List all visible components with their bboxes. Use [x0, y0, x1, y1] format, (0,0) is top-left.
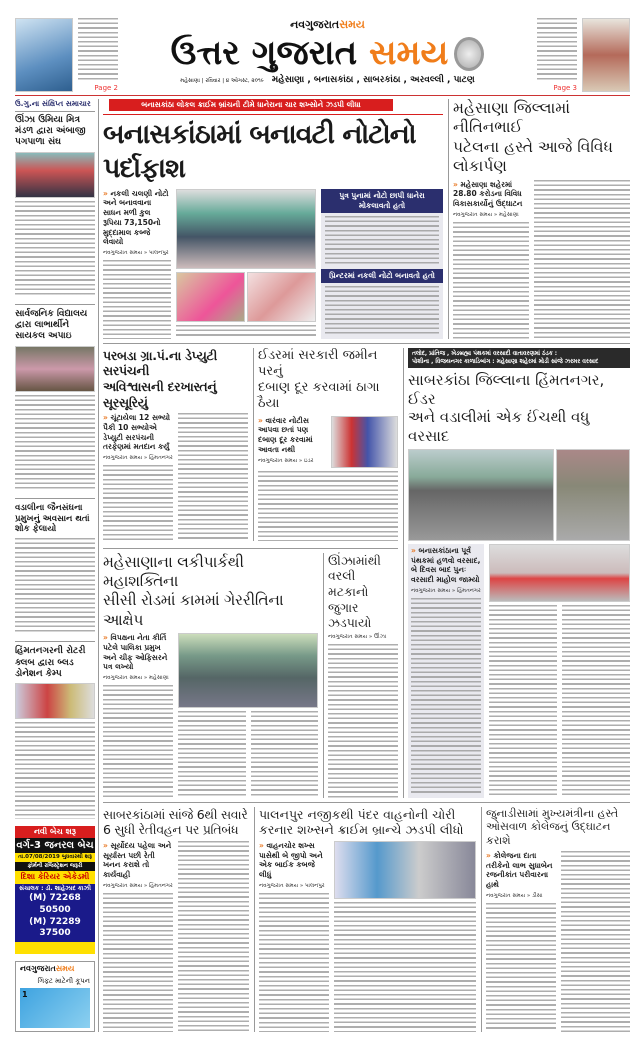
sand-body — [103, 893, 173, 1032]
left-teaser-page[interactable]: Page 2 — [94, 84, 118, 92]
lead-box-heading: પ્રિન્ટરમાં નકલી નોટો બનાવતો હતો — [321, 269, 443, 283]
palanpur-byline: નવગુજરાત સમય » પાલનપુર — [259, 882, 325, 889]
sand-byline: નવગુજરાત સમય » હિંમતનગર — [103, 882, 173, 889]
main-content — [103, 99, 630, 1032]
mehsana-story — [448, 99, 630, 339]
sidebar-body — [15, 722, 95, 818]
mehsana-headline[interactable]: મહેસાણા જિલ્લામાં નીતિનભાઈ પટેલના હસ્તે આજે વિવિધ લોકાર્પણ — [453, 99, 613, 176]
lion-logo-icon — [454, 37, 484, 71]
lakipark-story — [103, 553, 318, 798]
junadisa-headline[interactable]: જુનાડીસામાં મુખ્યમંત્રીના હસ્તે ઓસવાળ કોલેજનું ઉદ્ઘાટન કરાશે — [486, 806, 619, 848]
unjha-story — [323, 553, 398, 798]
divider — [103, 114, 443, 115]
lead-photo-arrest[interactable] — [176, 189, 316, 269]
regions-line: મહેસાણા , બનાસકાંઠા , સાબરકાંઠા , અરવલ્લી , પાટણ — [271, 75, 475, 86]
parabada-body — [103, 465, 173, 540]
palanpur-photo[interactable] — [334, 841, 476, 899]
sidebar-headline[interactable]: વડાલીના જૈનસંઘના પ્રમુખનું અવસાન થતાં શોક ફેલાયો — [15, 498, 95, 535]
idar-headline[interactable]: ઈડરમાં સરકારી જમીન પરનું દબાણ દૂર કરવામાં ઠાગા ઠૈયા — [258, 347, 380, 412]
mehsana-byline: નવગુજરાત સમય » મહેસાણા — [453, 211, 519, 218]
lakipark-photo[interactable] — [178, 633, 318, 708]
junadisa-byline: નવગુજરાત સમય » ડીસા — [486, 892, 543, 899]
brand-top: નવગુજરાતસમય — [290, 18, 365, 31]
idar-kicker: » વારંવાર નોટીસ આપવા છતાં પણ દબાણ દૂર કરવામાં આવતા નથી — [258, 416, 326, 455]
rain-story — [403, 348, 630, 798]
palanpur-body — [259, 893, 329, 1032]
palanpur-kicker: » વાહનચોર શખ્સ પાસેથી બે જીપો અને એક બાઈક કબજે લીધું — [259, 841, 329, 880]
mehsana-kicker: » મહેસાણા શહેરમાં 28.80 કરોડના વિવિધ વિકાસકાર્યોનું ઉદ્ઘાટન — [453, 180, 529, 209]
right-teaser-photo[interactable] — [582, 18, 630, 92]
junadisa-body — [486, 903, 556, 1032]
parabada-kicker: » ચૂંટાયેલા 12 સભ્યો પૈકી 10 સભ્યોએ ડેપ્યુટી સરપંચની તરફેણમાં મતદાન કર્યું — [103, 413, 173, 452]
lead-byline: નવગુજરાત સમય » પાલનપુર — [103, 250, 169, 257]
mehsana-body — [534, 180, 630, 339]
palanpur-story — [254, 807, 476, 1032]
lakipark-body — [251, 711, 319, 798]
right-teaser[interactable] — [537, 18, 577, 92]
sidebar-headline[interactable]: ઊંઝા ઉમિયા મિત્ર મંડળ દ્વારા અંબાજી પગપાળા સંઘ — [15, 114, 86, 148]
mehsana-body — [453, 222, 529, 339]
lead-banner: બનાસકાંઠા લોકલ ક્રાઈમ બ્રાંચની ટીમે ધાનેરાના ચાર શખ્સોને ઝડપી લીધા — [109, 99, 393, 111]
sidebar-photo[interactable] — [15, 683, 95, 719]
rain-body — [411, 598, 481, 796]
parabada-byline: નવગુજરાત સમય » હિંમતનગર — [103, 455, 173, 462]
unjha-byline: નવગુજરાત સમય » ઊંઝા — [328, 633, 387, 640]
junadisa-kicker: » કોલેજના દાતા તરીકેનો લાભ સુધાબેન રજનીકાંત પરીવારના હાથે — [486, 851, 556, 890]
palanpur-headline[interactable]: પાલનપુર નજીકથી પંદર વાહનોની ચોરી કરનાર શખ્સને ક્રાઈમ બ્રાન્ચે ઝડપી લીધો — [259, 806, 464, 838]
palanpur-body — [334, 902, 476, 1032]
lead-kicker: » નકલી ચલણી નોટો અને બનાવવાના સાધન મળી કુલ રૂપિયા 73,150નો મુદ્દામાલ કબ્જે લેવાયો — [103, 189, 171, 248]
lead-body — [103, 260, 171, 338]
junadisa-story — [481, 807, 630, 1032]
right-teaser-text — [537, 18, 577, 81]
unjha-headline[interactable]: ઊંઝામાંથી વરલી મટકાનો જુગાર ઝડપાયો — [328, 552, 381, 631]
rain-byline: નવગુજરાત સમય » હિંમતનગર — [411, 587, 481, 594]
right-teaser-page[interactable]: Page 3 — [553, 84, 577, 92]
parabada-headline[interactable]: પરબડા ગ્રા.પં.ના ડેપ્યુટી સરપંચની અવિશ્વાસની દરખાસ્તનું સૂરસૂરિયું — [103, 347, 218, 410]
rain-body — [562, 605, 630, 798]
left-teaser-photo[interactable] — [15, 18, 73, 92]
sidebar-photo[interactable] — [15, 346, 95, 392]
sidebar-body — [15, 201, 95, 297]
masthead-title: ઉત્તર ગુજરાત સમય — [170, 33, 449, 74]
left-teaser[interactable] — [78, 18, 118, 92]
ad-footer — [15, 942, 95, 954]
left-teaser-text — [78, 18, 118, 81]
lead-box-body — [325, 286, 439, 336]
dateline: મહેસાણા | રવિવાર | ૪ ઓગસ્ટ, ૨૦૧૯ — [180, 78, 264, 85]
masthead — [15, 18, 630, 96]
coaching-ad[interactable]: નવી બેચ શરૂ વર્ગ-3 જનરલ બેચ તા.07/08/2019 બુધવારથી શરૂ ફોર્મની રજિસ્ટ્રેશન જરૂરી દિશા કેરિયર એકેડમી સંચાલક : ડૉ. શાહેઝાદ કાઝી (M) 72268 50500 (M) 72289 37500 — [15, 826, 95, 955]
lakipark-byline: નવગુજરાત સમય » મહેસાણા — [103, 675, 169, 682]
rain-inset-kicker: » બનાસકાંઠાના પૂર્વ પંથકમાં હળવો વરસાદ, બે દિવસ બાદ પુનઃ વરસાદી માહોલ જામ્યો — [411, 546, 481, 585]
lead-story — [103, 99, 443, 339]
lead-box-heading: પુત્ર પુનામાં નોટો છાપી ધાનેરા મોકલાવતો હતો — [321, 189, 443, 213]
rain-banner: તલોદ, પ્રાંતિજ , ખેડબ્રહ્મા પંથકમાં વરસાદી વાતાવરણમાં ઠંડક : પોશીના , વિજયનગર કાળાડિબાંગ : મહેસાણા શહેરમાં મોડી સાંજે ઝરમર વરસાદ — [408, 348, 630, 368]
rain-body — [489, 605, 557, 798]
sidebar-section-title: ઉ.ગુ.ના સંક્ષિપ્ત સમાચાર — [15, 99, 95, 112]
sidebar-photo[interactable] — [15, 152, 95, 198]
lakipark-headline[interactable]: મહેસાણાના લકીપાર્કથી મહાશક્તિના સીસી રોડમાં કામમાં ગેરરીતિના આક્ષેપ — [103, 552, 284, 629]
coupon-image: 1 — [20, 988, 90, 1028]
lead-photo-notes[interactable] — [176, 272, 245, 322]
sand-body — [178, 841, 249, 1032]
idar-story — [253, 348, 398, 541]
sidebar — [15, 99, 99, 1032]
lead-headline[interactable]: બનાસકાંઠામાં બનાવટી નોટોનો પર્દાફાશ — [103, 119, 416, 184]
lead-photo-notes-2[interactable] — [247, 272, 316, 322]
unjha-body — [328, 644, 398, 798]
rain-inset-box — [408, 544, 484, 798]
rain-headline[interactable]: સાબરકાંઠા જિલ્લાના હિંમતનગર, ઈડર અને વડાલીમાં એક ઈંચથી વધુ વરસાદ — [408, 370, 605, 446]
sidebar-body — [15, 395, 95, 491]
lakipark-body — [178, 711, 246, 798]
idar-photo[interactable] — [331, 416, 398, 468]
sand-headline[interactable]: સાબરકાંઠામાં સાંજે 6થી સવારે 6 સુધી રેતીવહન પર પ્રતિબંધ — [103, 806, 248, 838]
sidebar-headline[interactable]: હિંમતનગરની રોટરી ક્લબ દ્વારા બ્લડ ડોનેશન કેમ્પ — [15, 641, 95, 680]
rain-photo-road[interactable] — [408, 449, 554, 541]
parabada-story — [103, 348, 248, 541]
lead-box-body — [325, 216, 439, 266]
parabada-body — [178, 413, 248, 541]
lakipark-kicker: » વિપક્ષના નેતા કીર્તિ પટેલે પાલિકા પ્રમુખ અને ચીફ ઓફિસરને પત્ર લખ્યો — [103, 633, 173, 672]
idar-body — [258, 471, 398, 541]
idar-byline: નવગુજરાત સમય » ઇડર — [258, 457, 314, 464]
sand-story — [103, 807, 249, 1032]
lead-sidebox — [321, 189, 443, 339]
rain-photo-street[interactable] — [556, 449, 630, 541]
rain-photo-umbrella[interactable] — [489, 544, 630, 602]
sand-kicker: » સૂર્યોદય પહેલા અને સૂર્યાસ્ત પછી રેતી ખનન કરાશે તો કાર્યવાહી — [103, 841, 173, 880]
gift-coupon[interactable]: નવગુજરાતસમય ગિફ્ટ માટેની કૂપન 1 — [15, 961, 95, 1031]
junadisa-body — [561, 851, 630, 1032]
lakipark-body — [103, 685, 173, 797]
sidebar-headline[interactable]: સાર્વજનિક વિદ્યાલય દ્વારા લાભાર્થીને સાયકલ અપાઇ — [15, 304, 95, 343]
sidebar-body — [15, 538, 95, 634]
lead-body — [176, 325, 316, 339]
masthead-center — [123, 18, 532, 87]
